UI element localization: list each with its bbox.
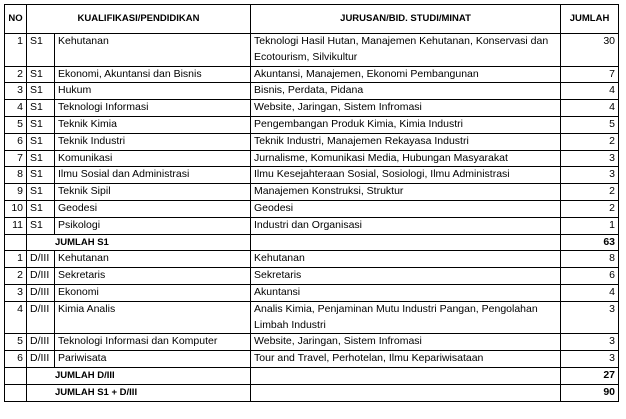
row-level: S1 — [27, 34, 55, 67]
row-major: Kehutanan — [251, 251, 561, 268]
row-no: 1 — [5, 251, 27, 268]
row-level: D/III — [27, 251, 55, 268]
row-level: S1 — [27, 217, 55, 234]
table-row — [5, 133, 619, 150]
subtotal-row-d3 — [5, 367, 619, 384]
row-qualification: Teknologi Informasi dan Komputer — [55, 334, 251, 351]
row-count: 30 — [561, 34, 619, 67]
row-no: 6 — [5, 351, 27, 368]
row-major: Akuntansi, Manajemen, Ekonomi Pembangunan — [251, 66, 561, 83]
row-count: 3 — [561, 150, 619, 167]
row-count: 2 — [561, 200, 619, 217]
row-qualification: Hukum — [55, 83, 251, 100]
row-major: Website, Jaringan, Sistem Infromasi — [251, 334, 561, 351]
row-no: 3 — [5, 284, 27, 301]
row-level: S1 — [27, 150, 55, 167]
grand-total-count: 90 — [561, 384, 619, 401]
subtotal-label: JUMLAH D/III — [27, 367, 251, 384]
row-major: Geodesi — [251, 200, 561, 217]
row-qualification: Komunikasi — [55, 150, 251, 167]
row-no: 5 — [5, 334, 27, 351]
row-count: 3 — [561, 167, 619, 184]
row-level: S1 — [27, 184, 55, 201]
row-no: 9 — [5, 184, 27, 201]
table-row — [5, 334, 619, 351]
row-level: S1 — [27, 83, 55, 100]
subtotal-spacer — [5, 234, 27, 251]
row-qualification: Ilmu Sosial dan Administrasi — [55, 167, 251, 184]
subtotal-count: 27 — [561, 367, 619, 384]
row-qualification: Ekonomi, Akuntansi dan Bisnis — [55, 66, 251, 83]
table-row — [5, 66, 619, 83]
row-no: 4 — [5, 100, 27, 117]
row-count: 2 — [561, 133, 619, 150]
row-major: Website, Jaringan, Sistem Infromasi — [251, 100, 561, 117]
table-row — [5, 34, 619, 67]
row-level: S1 — [27, 133, 55, 150]
subtotal-blank — [251, 367, 561, 384]
row-count: 5 — [561, 116, 619, 133]
row-no: 4 — [5, 301, 27, 334]
row-count: 3 — [561, 351, 619, 368]
row-major: Ilmu Kesejahteraan Sosial, Sosiologi, Ilmu Administrasi — [251, 167, 561, 184]
row-qualification: Teknik Industri — [55, 133, 251, 150]
row-qualification: Teknologi Informasi — [55, 100, 251, 117]
table-row — [5, 268, 619, 285]
row-no: 2 — [5, 66, 27, 83]
table-row — [5, 184, 619, 201]
table-row — [5, 167, 619, 184]
row-count: 3 — [561, 334, 619, 351]
subtotal-count: 63 — [561, 234, 619, 251]
row-level: D/III — [27, 268, 55, 285]
row-no: 11 — [5, 217, 27, 234]
row-level: S1 — [27, 200, 55, 217]
row-level: S1 — [27, 66, 55, 83]
row-qualification: Kehutanan — [55, 251, 251, 268]
header-kualifikasi: KUALIFIKASI/PENDIDIKAN — [27, 5, 251, 34]
row-qualification: Kehutanan — [55, 34, 251, 67]
header-jurusan: JURUSAN/BID. STUDI/MINAT — [251, 5, 561, 34]
table-row — [5, 116, 619, 133]
row-major: Pengembangan Produk Kimia, Kimia Industri — [251, 116, 561, 133]
table-row — [5, 251, 619, 268]
row-level: S1 — [27, 100, 55, 117]
row-level: S1 — [27, 167, 55, 184]
table-row — [5, 217, 619, 234]
row-count: 8 — [561, 251, 619, 268]
row-no: 8 — [5, 167, 27, 184]
row-major: Sekretaris — [251, 268, 561, 285]
row-qualification: Geodesi — [55, 200, 251, 217]
table-row — [5, 301, 619, 334]
row-major: Akuntansi — [251, 284, 561, 301]
row-level: D/III — [27, 301, 55, 334]
row-no: 1 — [5, 34, 27, 67]
row-major: Teknik Industri, Manajemen Rekayasa Industri — [251, 133, 561, 150]
table-row — [5, 83, 619, 100]
row-major: Teknologi Hasil Hutan, Manajemen Kehutanan, Konservasi dan Ecotourism, Silvikultur — [251, 34, 561, 67]
row-level: D/III — [27, 351, 55, 368]
row-qualification: Sekretaris — [55, 268, 251, 285]
row-qualification: Pariwisata — [55, 351, 251, 368]
row-count: 4 — [561, 83, 619, 100]
row-no: 7 — [5, 150, 27, 167]
row-count: 4 — [561, 100, 619, 117]
row-qualification: Teknik Sipil — [55, 184, 251, 201]
subtotal-label: JUMLAH S1 — [27, 234, 251, 251]
row-qualification: Kimia Analis — [55, 301, 251, 334]
row-level: D/III — [27, 334, 55, 351]
subtotal-spacer — [5, 367, 27, 384]
subtotal-blank — [251, 234, 561, 251]
table-row — [5, 150, 619, 167]
row-no: 6 — [5, 133, 27, 150]
row-count: 3 — [561, 301, 619, 334]
table-row — [5, 200, 619, 217]
table-row — [5, 351, 619, 368]
row-no: 10 — [5, 200, 27, 217]
row-qualification: Teknik Kimia — [55, 116, 251, 133]
row-major: Tour and Travel, Perhotelan, Ilmu Kepariwisataan — [251, 351, 561, 368]
row-no: 5 — [5, 116, 27, 133]
row-count: 2 — [561, 184, 619, 201]
row-count: 4 — [561, 284, 619, 301]
row-major: Bisnis, Perdata, Pidana — [251, 83, 561, 100]
row-qualification: Ekonomi — [55, 284, 251, 301]
header-jumlah: JUMLAH — [561, 5, 619, 34]
total-blank — [251, 384, 561, 401]
row-major: Industri dan Organisasi — [251, 217, 561, 234]
row-no: 2 — [5, 268, 27, 285]
header-no: NO — [5, 5, 27, 34]
row-major: Analis Kimia, Penjaminan Mutu Industri Pangan, Pengolahan Limbah Industri — [251, 301, 561, 334]
row-no: 3 — [5, 83, 27, 100]
row-qualification: Psikologi — [55, 217, 251, 234]
row-level: S1 — [27, 116, 55, 133]
row-count: 1 — [561, 217, 619, 234]
row-major: Jurnalisme, Komunikasi Media, Hubungan Masyarakat — [251, 150, 561, 167]
education-table — [4, 4, 619, 402]
row-count: 6 — [561, 268, 619, 285]
table-row — [5, 100, 619, 117]
header-row — [5, 5, 619, 34]
row-level: D/III — [27, 284, 55, 301]
total-spacer — [5, 384, 27, 401]
row-count: 7 — [561, 66, 619, 83]
subtotal-row-s1 — [5, 234, 619, 251]
table-row — [5, 284, 619, 301]
grand-total-row — [5, 384, 619, 401]
grand-total-label: JUMLAH S1 + D/III — [27, 384, 251, 401]
row-major: Manajemen Konstruksi, Struktur — [251, 184, 561, 201]
